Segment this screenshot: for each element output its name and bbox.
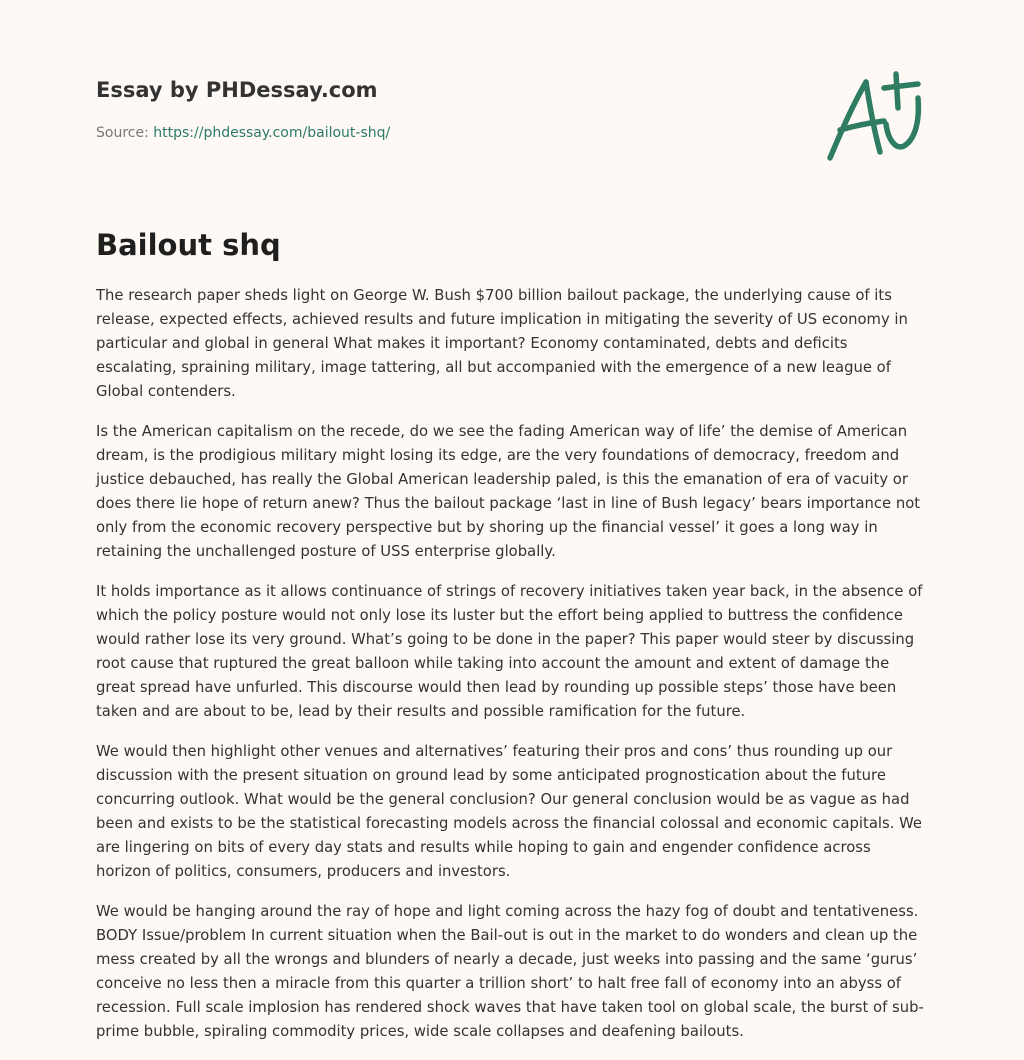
paragraph: We would then highlight other venues and alternatives’ featuring their pros and cons’ thus rounding up our discussion with the present situation on ground lead by some anticipated prognostication about the future concurring outlook. What would be the general conclusion? Our general conclusion would be as vague as had been and exists to be the statistical forecasting models across the financial colossal and economic capitals. We are lingering on bits of every day stats and results while hoping to gain and engender confidence across horizon of politics, consumers, producers and investors. [96, 743, 922, 880]
essay-title: Bailout shq [96, 228, 281, 262]
paragraph: We would be hanging around the ray of hope and light coming across the hazy fog of doubt and tentativeness. BODY Issue/problem In current situation when the Bail-out is out in the market to do wonders and clean up the mess created by all the wrongs and blunders of nearly a decade, just weeks into passing and the same ‘gurus’ conceive no less then a miracle from this quarter a trillion short’ to halt free fall of economy into an abyss of recession. Full scale implosion has rendered shock waves that have taken tool on global scale, the burst of sub-prime bubble, spiraling commodity prices, wide scale collapses and deafening bailouts. [96, 903, 924, 1040]
source-label: Source: [96, 125, 149, 141]
paragraph: It holds importance as it allows continuance of strings of recovery initiatives taken year back, in the absence of which the policy posture would not only lose its luster but the effort being applied to buttress the confidence would rather lose its very ground. What’s going to be done in the paper? This paper would steer by discussing root cause that ruptured the great balloon while taking into account the amount and extent of damage the great spread have unfurled. This discourse would then lead by rounding up possible steps’ those have been taken and are about to be, lead by their results and possible ramification for the future. [96, 583, 923, 720]
a-plus-logo-icon [822, 68, 926, 164]
paragraph: The research paper sheds light on George W. Bush $700 billion bailout package, the underlying cause of its release, expected effects, achieved results and future implication in mitigating the severity of US economy in particular and global in general What makes it important? Economy contaminated, debts and deficits escalating, spraining military, image tattering, all but accompanied with the emergence of a new league of Global contenders. [96, 287, 908, 400]
source-link[interactable]: https://phdessay.com/bailout-shq/ [153, 125, 391, 141]
source-line [96, 122, 816, 144]
site-brand: Essay by PHDessay.com [96, 78, 378, 102]
page-header [96, 72, 816, 144]
essay-body [96, 284, 928, 1060]
paragraph: Is the American capitalism on the recede, do we see the fading American way of life’ the demise of American dream, is the prodigious military might losing its edge, are the very foundations of democracy, freedom and justice debauched, has really the Global American leadership paled, is this the emanation of era of vacuity or does there lie hope of return anew? Thus the bailout package ‘last in line of Bush legacy’ bears importance not only from the economic recovery perspective but by shoring up the financial vessel’ it goes a long way in retaining the unchallenged posture of USS enterprise globally. [96, 423, 921, 560]
